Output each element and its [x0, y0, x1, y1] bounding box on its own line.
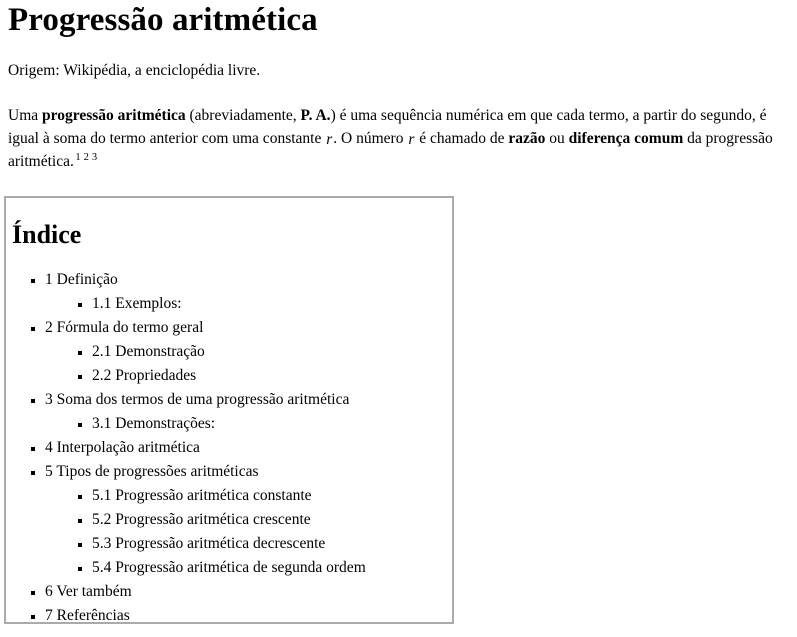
toc-subitem-label[interactable]: 2.2 Propriedades	[92, 367, 197, 384]
toc-item-1[interactable]	[45, 268, 452, 316]
intro-bold-term-pa: P. A.	[300, 107, 331, 124]
intro-text-1: Uma	[8, 107, 43, 124]
toc-subitem-2-2[interactable]	[92, 364, 452, 388]
toc-item-5[interactable]	[45, 460, 452, 580]
toc-subitem-label[interactable]: 2.1 Demonstração	[92, 343, 205, 360]
reference-link-1[interactable]: 1	[75, 151, 81, 163]
reference-link-2[interactable]: 2	[83, 151, 89, 163]
intro-text-6: ou	[545, 130, 569, 147]
toc-subitem-5-4[interactable]	[92, 556, 452, 580]
page-title: Progressão aritmética	[8, 2, 318, 38]
toc-subitem-1-1[interactable]	[92, 292, 452, 316]
table-of-contents-title: Índice	[12, 220, 82, 249]
toc-item-label[interactable]: 4 Interpolação aritmética	[45, 439, 200, 456]
toc-item-2[interactable]	[45, 316, 452, 388]
table-of-contents-box	[4, 196, 454, 624]
toc-item-label[interactable]: 3 Soma dos termos de uma progressão aritmética	[45, 391, 350, 408]
math-variable-r-1: r	[326, 131, 333, 148]
toc-item-label[interactable]: 6 Ver também	[45, 583, 132, 600]
toc-sublist	[45, 340, 452, 388]
toc-item-7[interactable]	[45, 604, 452, 628]
toc-list	[6, 268, 452, 628]
toc-subitem-5-1[interactable]	[92, 484, 452, 508]
toc-subitem-label[interactable]: 5.3 Progressão aritmética decrescente	[92, 535, 326, 552]
intro-bold-term-diferenca-comum: diferença comum	[568, 130, 684, 147]
toc-item-6[interactable]	[45, 580, 452, 604]
intro-text-5: é chamado de	[415, 130, 509, 147]
intro-text-2: (abreviadamente,	[185, 107, 301, 124]
reference-superscript-group	[74, 152, 99, 163]
toc-item-label[interactable]: 5 Tipos de progressões aritméticas	[45, 463, 259, 480]
intro-bold-term-razao: razão	[508, 130, 546, 147]
toc-item-label[interactable]: 2 Fórmula do termo geral	[45, 319, 204, 336]
math-variable-r-2: r	[408, 131, 415, 148]
reference-link-3[interactable]: 3	[91, 151, 98, 163]
toc-subitem-5-3[interactable]	[92, 532, 452, 556]
toc-subitem-3-1[interactable]	[92, 412, 452, 436]
toc-item-label[interactable]: 7 Referências	[45, 607, 130, 624]
toc-subitem-label[interactable]: 5.1 Progressão aritmética constante	[92, 487, 312, 504]
intro-text-7: da progressão aritmética.	[8, 130, 773, 170]
intro-text-3: ) é uma sequência numérica em que cada termo, a partir do segundo, é igual à soma do termo anterior com uma constante	[8, 107, 767, 147]
toc-item-3[interactable]	[45, 388, 452, 436]
toc-subitem-label[interactable]: 5.4 Progressão aritmética de segunda ordem	[92, 559, 366, 576]
toc-subitem-2-1[interactable]	[92, 340, 452, 364]
toc-subitem-label[interactable]: 3.1 Demonstrações:	[92, 415, 216, 432]
toc-item-4[interactable]	[45, 436, 452, 460]
intro-bold-term-progressao-aritmetica: progressão aritmética	[42, 107, 186, 124]
toc-subitem-label[interactable]: 5.2 Progressão aritmética crescente	[92, 511, 311, 528]
intro-text-4: . O número	[333, 130, 408, 147]
toc-subitem-5-2[interactable]	[92, 508, 452, 532]
toc-sublist	[45, 292, 452, 316]
toc-subitem-label[interactable]: 1.1 Exemplos:	[92, 295, 182, 312]
toc-item-label[interactable]: 1 Definição	[45, 271, 118, 288]
toc-sublist	[45, 484, 452, 580]
toc-sublist	[45, 412, 452, 436]
article-intro-paragraph	[8, 104, 790, 173]
article-source-line: Origem: Wikipédia, a enciclopédia livre.	[8, 62, 261, 79]
